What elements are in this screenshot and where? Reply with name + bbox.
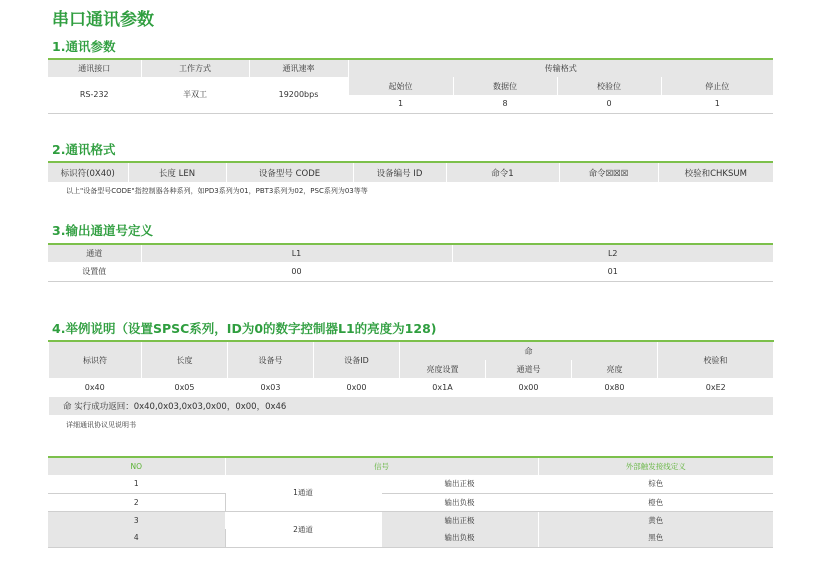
example-length-header: 长度 (142, 341, 228, 378)
example-length-value: 0x05 (142, 378, 228, 397)
channel-l1-header: L1 (141, 244, 452, 262)
wiring-row-no: 2 (48, 493, 225, 511)
subheader-start-bit: 起始位 (348, 77, 453, 95)
page-title: 串口通讯参数 (52, 10, 154, 30)
section-title-example: 4.举例说明（设置SPSC系列，ID为0的数字控制器L1的亮度为128) (52, 321, 437, 336)
example-device-id-header: 设备ID (314, 341, 400, 378)
example-identifier-value: 0x40 (49, 378, 142, 397)
device-code-note: 以上"设备型号CODE"指控制器各种系列，如PD3系列为01，PBT3系列为02，PSC系列为03等等 (66, 187, 368, 195)
comm-params-table (48, 58, 773, 114)
example-device-no-value: 0x03 (228, 378, 314, 397)
header-format: 传输格式 (348, 59, 773, 77)
channel-l2-header: L2 (452, 244, 773, 262)
example-brightness-setting-value: 0x1A (400, 378, 486, 397)
wiring-row-signal: 输出负极 (381, 529, 538, 547)
format-device-code: 设备型号 CODE (226, 162, 353, 182)
setting-value-l1: 00 (141, 262, 452, 281)
format-command-1: 命令1 (446, 162, 559, 182)
section-title-comm-format: 2.通讯格式 (52, 142, 116, 157)
example-table (48, 340, 774, 415)
example-channel-no-value: 0x00 (486, 378, 572, 397)
format-length: 长度 LEN (128, 162, 226, 182)
header-rate: 通讯速率 (249, 59, 348, 77)
comm-format-table (48, 161, 773, 182)
example-brightness-setting-header: 亮度设置 (400, 360, 486, 378)
setting-value-l2: 01 (452, 262, 773, 281)
wiring-row-color: 棕色 (538, 475, 773, 493)
header-interface: 通讯接口 (48, 59, 141, 77)
wiring-row-no: 3 (48, 511, 225, 529)
wiring-channel-2: 2通道 (225, 511, 381, 547)
wiring-definition-header: 外部触发接线定义 (538, 457, 773, 475)
wiring-row-no: 4 (48, 529, 225, 547)
example-device-id-value: 0x00 (314, 378, 400, 397)
section-title-channel-def: 3.输出通道号定义 (52, 223, 153, 238)
cell-rate: 19200bps (249, 77, 348, 113)
wiring-row-no: 1 (48, 475, 225, 493)
protocol-note: 详细通讯协议见说明书 (66, 421, 136, 429)
wiring-row-signal: 输出正极 (381, 475, 538, 493)
section-title-comm-params: 1.通讯参数 (52, 39, 116, 54)
wiring-row-color: 黄色 (538, 511, 773, 529)
wiring-channel-1: 1通道 (225, 475, 381, 511)
cell-start-bit: 1 (348, 95, 453, 113)
example-device-no-header: 设备号 (228, 341, 314, 378)
subheader-stop-bit: 停止位 (661, 77, 773, 95)
trigger-wiring-table (48, 456, 773, 548)
example-identifier-header: 标识符 (49, 341, 142, 378)
channel-def-table (48, 243, 773, 282)
format-checksum: 校验和CHKSUM (658, 162, 773, 182)
example-channel-no-header: 通道号 (486, 360, 572, 378)
example-success-response: 命 实行成功返回：0x40,0x03,0x03,0x00，0x00，0x46 (49, 397, 774, 415)
format-device-id: 设备编号 ID (353, 162, 446, 182)
subheader-parity-bit: 校验位 (557, 77, 661, 95)
example-checksum-header: 校验和 (658, 341, 774, 378)
wiring-row-signal: 输出正极 (381, 511, 538, 529)
wiring-row-color: 橙色 (538, 493, 773, 511)
cell-interface: RS-232 (48, 77, 141, 113)
cell-mode: 半双工 (141, 77, 249, 113)
wiring-row-signal: 输出负极 (381, 493, 538, 511)
wiring-signal-header: 信号 (225, 457, 538, 475)
cell-data-bit: 8 (453, 95, 557, 113)
format-command-x: 命令☒☒☒ (559, 162, 658, 182)
wiring-no-header: NO (48, 457, 225, 475)
example-brightness-value: 0x80 (572, 378, 658, 397)
example-brightness-header: 亮度 (572, 360, 658, 378)
example-checksum-value: 0xE2 (658, 378, 774, 397)
subheader-data-bit: 数据位 (453, 77, 557, 95)
wiring-row-color: 黑色 (538, 529, 773, 547)
header-mode: 工作方式 (141, 59, 249, 77)
format-identifier: 标识符(0X40) (48, 162, 128, 182)
cell-parity-bit: 0 (557, 95, 661, 113)
example-command-header: 命 (400, 341, 658, 360)
channel-header: 通道 (48, 244, 141, 262)
setting-value-label: 设置值 (48, 262, 141, 281)
cell-stop-bit: 1 (661, 95, 773, 113)
